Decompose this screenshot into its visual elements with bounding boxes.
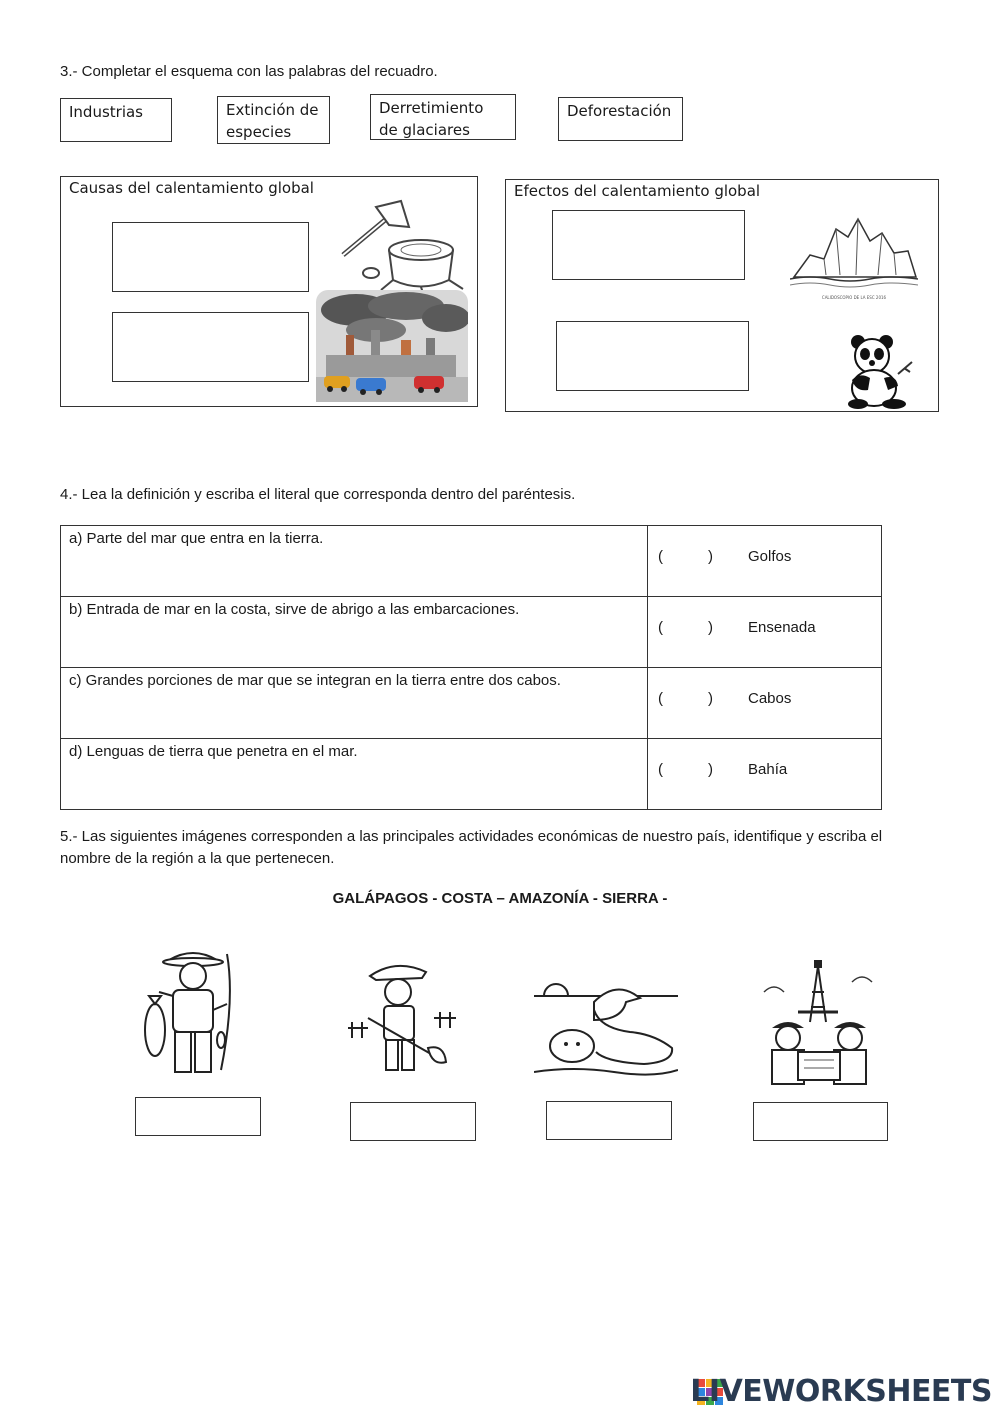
option-cell (648, 597, 882, 668)
region-answer-box-3[interactable] (546, 1101, 672, 1140)
table-row (61, 739, 882, 810)
word-box-extincion[interactable]: Extinción de especies (217, 96, 330, 144)
option-word: Bahía (748, 761, 788, 778)
option-cell (648, 668, 882, 739)
option-word: Cabos (748, 690, 792, 707)
liveworksheets-brand: LIVEWORKSHEETS (690, 1374, 992, 1409)
effects-answer-box-1[interactable] (552, 210, 745, 280)
word-box-derretimiento[interactable]: Derretimiento de glaciares (370, 94, 516, 140)
word-box-deforestacion[interactable]: Deforestación (558, 97, 683, 141)
effects-panel (505, 179, 939, 412)
definition-cell: c) Grandes porciones de mar que se integran en la tierra entre dos cabos. (61, 668, 648, 739)
table-row (61, 668, 882, 739)
panda-illustration (840, 332, 918, 410)
q5-instruction-line1: 5.- Las siguientes imágenes corresponden a las principales actividades económicas de nuestro país, identifique y escriba el (60, 828, 883, 845)
option-cell (648, 526, 882, 597)
paren-close: ) (708, 761, 713, 778)
table-row (61, 597, 882, 668)
paren-close: ) (708, 619, 713, 636)
q3-instruction: 3.- Completar el esquema con las palabras del recuadro. (60, 63, 438, 80)
answer-input-a[interactable] (668, 544, 704, 568)
definitions-table (60, 525, 882, 810)
sea-lions-illustration (534, 972, 678, 1080)
option-word: Ensenada (748, 619, 816, 636)
paren-open: ( (658, 690, 663, 707)
definition-cell: b) Entrada de mar en la costa, sirve de abrigo a las embarcaciones. (61, 597, 648, 668)
definition-cell: a) Parte del mar que entra en la tierra. (61, 526, 648, 597)
paren-close: ) (708, 690, 713, 707)
word-box-industrias[interactable]: Industrias (60, 98, 172, 142)
deforestation-illustration (331, 195, 471, 295)
definition-cell: d) Lenguas de tierra que penetra en el mar. (61, 739, 648, 810)
paren-open: ( (658, 761, 663, 778)
paren-open: ( (658, 619, 663, 636)
causes-panel (60, 176, 478, 407)
effects-title: Efectos del calentamiento global (514, 182, 761, 200)
region-answer-box-2[interactable] (350, 1102, 476, 1141)
paren-close: ) (708, 548, 713, 565)
answer-input-c[interactable] (668, 686, 704, 710)
answer-input-d[interactable] (668, 757, 704, 781)
effects-answer-box-2[interactable] (556, 321, 749, 391)
table-row (61, 526, 882, 597)
region-answer-box-4[interactable] (753, 1102, 888, 1141)
oil-workers-illustration (758, 952, 880, 1088)
regions-list: GALÁPAGOS - COSTA – AMAZONÍA - SIERRA - (332, 890, 668, 907)
causes-answer-box-1[interactable] (112, 222, 309, 292)
iceberg-illustration (790, 215, 918, 303)
causes-title: Causas del calentamiento global (69, 179, 314, 197)
region-answer-box-1[interactable] (135, 1097, 261, 1136)
causes-answer-box-2[interactable] (112, 312, 309, 382)
q4-instruction: 4.- Lea la definición y escriba el literal que corresponda dentro del paréntesis. (60, 486, 576, 503)
paren-open: ( (658, 548, 663, 565)
factory-pollution-illustration (316, 290, 468, 402)
q5-instruction-line2: nombre de la región a la que pertenecen. (60, 850, 335, 867)
farmer-illustration (348, 958, 458, 1080)
iceberg-caption: CALIDOSCOPIO DE LA ESC 2016 (821, 295, 887, 300)
option-word: Golfos (748, 548, 792, 565)
option-cell (648, 739, 882, 810)
answer-input-b[interactable] (668, 615, 704, 639)
fisherman-illustration (113, 940, 271, 1080)
